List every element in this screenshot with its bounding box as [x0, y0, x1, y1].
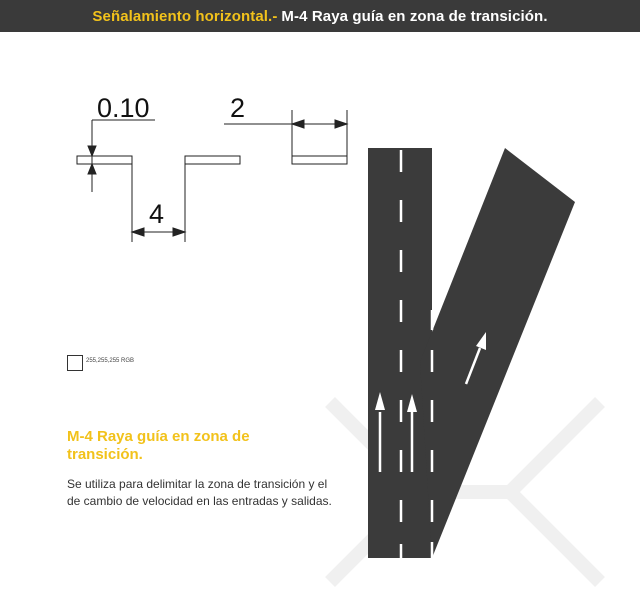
color-swatch	[67, 355, 83, 371]
page-header	[0, 0, 640, 32]
arrow-up-icon	[88, 164, 96, 174]
arrow-right-icon	[173, 228, 185, 236]
dim-gap-label: 4	[149, 199, 165, 229]
dimension-drawing	[77, 110, 347, 242]
line-segment-1	[77, 156, 132, 164]
dim-thickness-label: 0.10	[97, 93, 150, 123]
header-title: M-4 Raya guía en zona de transición.	[281, 7, 548, 25]
arrow-right-icon	[335, 120, 347, 128]
arrow-down-icon	[88, 146, 96, 156]
line-segment-3	[292, 156, 347, 164]
section-description: Se utiliza para delimitar la zona de transición y el de cambio de velocidad en las entradas y salidas.	[67, 477, 332, 508]
line-segment-2	[185, 156, 240, 164]
arrow-left-icon	[132, 228, 144, 236]
section-title: M-4 Raya guía en zona de transición.	[67, 428, 250, 463]
swatch-label: 255,255,255 RGB	[86, 358, 135, 364]
arrow-left-icon	[292, 120, 304, 128]
dim-segment-label: 2	[230, 93, 246, 123]
marking-illustration	[0, 32, 640, 600]
header-section-label: Señalamiento horizontal.-	[92, 7, 278, 25]
